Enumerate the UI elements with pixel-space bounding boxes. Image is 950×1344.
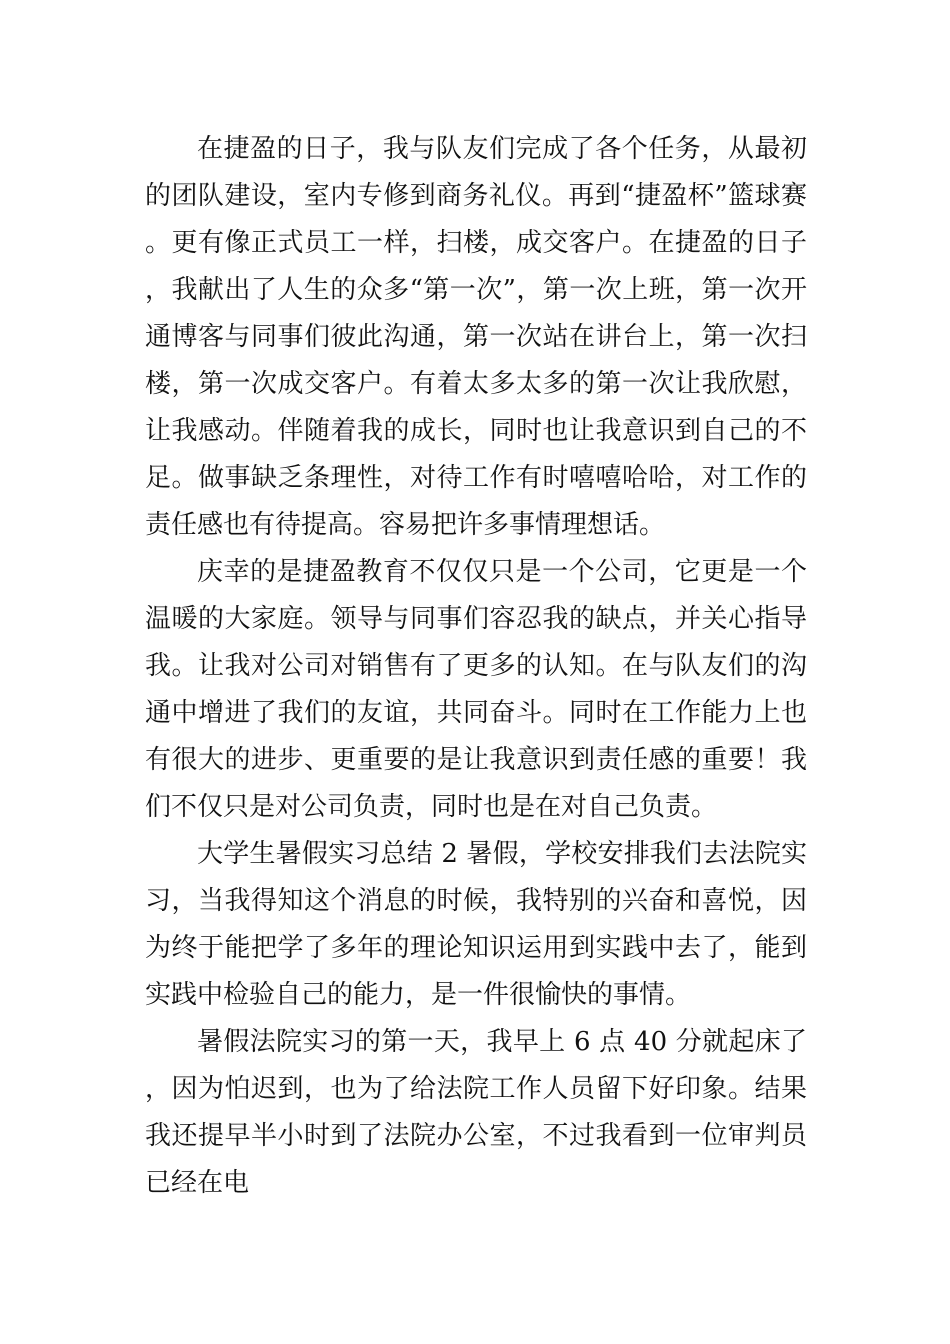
document-page [145,126,807,1207]
paragraph-4: 暑假法院实习的第一天，我早上 6 点 40 分就起床了，因为怕迟到，也为了给法院工作人员留下好印象。结果我还提早半小时到了法院办公室，不过我看到一位审判员已经在电 [145,1027,807,1198]
paragraph-2: 庆幸的是捷盈教育不仅仅只是一个公司，它更是一个温暖的大家庭。领导与同事们容忍我的缺点，并关心指导我。让我对公司对销售有了更多的认知。在与队友们的沟通中增进了我们的友谊，共同奋斗。同时在工作能力上也有很大的进步、更重要的是让我意识到责任感的重要！我们不仅只是对公司负责，同时也是在对自己负责。 [145,557,807,822]
paragraph-3: 大学生暑假实习总结 2 暑假，学校安排我们去法院实习，当我得知这个消息的时候，我特别的兴奋和喜悦，因为终于能把学了多年的理论知识运用到实践中去了，能到实践中检验自己的能力，是一件很愉快的事情。 [145,839,807,1010]
paragraph-1: 在捷盈的日子，我与队友们完成了各个任务，从最初的团队建设，室内专修到商务礼仪。再到“捷盈杯”篮球赛。更有像正式员工一样，扫楼，成交客户。在捷盈的日子，我献出了人生的众多“第一次”，第一次上班，第一次开通博客与同事们彼此沟通，第一次站在讲台上，第一次扫楼，第一次成交客户。有着太多太多的第一次让我欣慰，让我感动。伴随着我的成长，同时也让我意识到自己的不足。做事缺乏条理性，对待工作有时嘻嘻哈哈，对工作的责任感也有待提高。容易把许多事情理想话。 [145,134,807,540]
